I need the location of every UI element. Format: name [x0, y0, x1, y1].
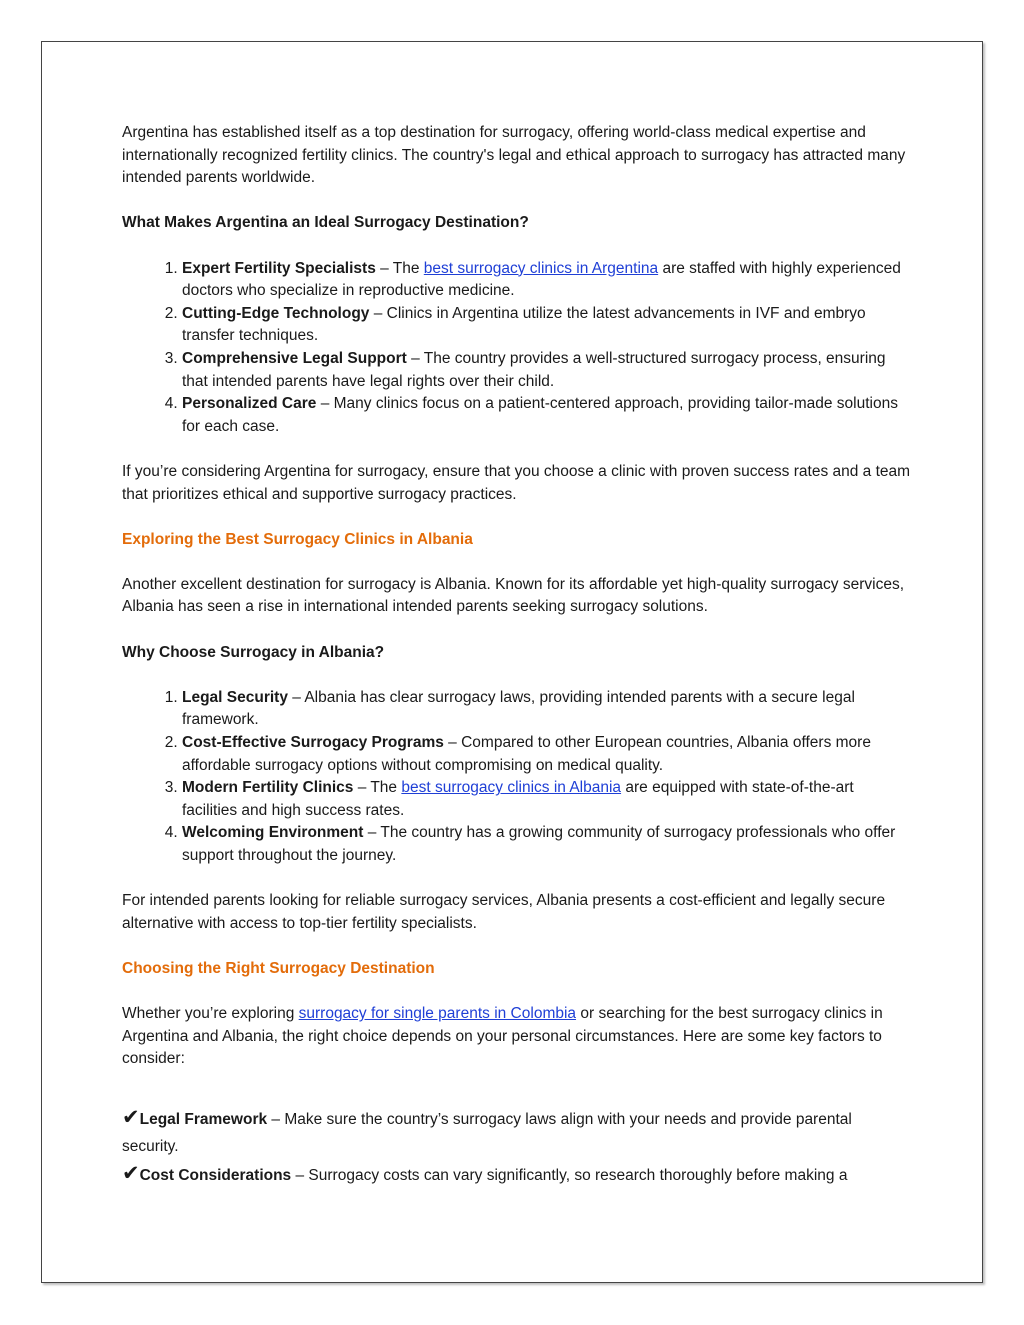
albania-closing-paragraph: For intended parents looking for reliable surrogacy services, Albania presents a cost-efficient and legally secure alternative with access to top-tier fertility specialists. [122, 892, 886, 932]
albania-section-heading: Exploring the Best Surrogacy Clinics in Albania [122, 530, 473, 548]
list-item [182, 258, 912, 303]
list-item-text: – Albania has clear surrogacy laws, providing intended parents with a secure legal framework. [182, 688, 855, 729]
document-page [41, 41, 983, 1283]
choosing-paragraph [122, 1003, 912, 1071]
argentina-list [122, 258, 912, 439]
intro-paragraph: Argentina has established itself as a top destination for surrogacy, offering world-class medical expertise and internationally recognized fertility clinics. The country's legal and ethical approach to surrogacy has attracted many intended parents worldwide. [122, 124, 906, 187]
list-item-text: – The country provides a well-structured surrogacy process, ensuring that intended parents have legal rights over their child. [182, 349, 886, 390]
document-content [122, 122, 912, 1189]
choosing-text: or searching for the best surrogacy clinics in Argentina and Albania, the right choice depends on your personal circumstances. Here are some key factors to consider: [122, 1005, 883, 1068]
checklist-item-text: – Surrogacy costs can vary significantly, so research thoroughly before making a [291, 1166, 848, 1184]
checklist-item-title: Cost Considerations [139, 1166, 292, 1184]
list-item [182, 732, 912, 777]
list-item [182, 303, 912, 348]
list-item-text: – The [375, 259, 424, 277]
argentina-heading: What Makes Argentina an Ideal Surrogacy Destination? [122, 214, 529, 232]
argentina-clinics-link[interactable]: best surrogacy clinics in Argentina [423, 259, 659, 277]
colombia-single-parents-link[interactable]: surrogacy for single parents in Colombia [298, 1005, 577, 1023]
list-item-title: Legal Security [182, 688, 288, 706]
checklist-item-title: Legal Framework [139, 1110, 268, 1128]
argentina-closing-paragraph: If you’re considering Argentina for surrogacy, ensure that you choose a clinic with proven success rates and a team that prioritizes ethical and supportive surrogacy practices. [122, 462, 911, 503]
checklist-item [122, 1160, 912, 1189]
checklist-item-text: – Make sure the country’s surrogacy laws align with your needs and provide parental security. [122, 1110, 852, 1155]
list-item-title: Comprehensive Legal Support [182, 349, 407, 367]
choosing-heading: Choosing the Right Surrogacy Destination [122, 959, 435, 977]
list-item [182, 822, 912, 867]
list-item-title: Expert Fertility Specialists [182, 259, 376, 277]
albania-clinics-link[interactable]: best surrogacy clinics in Albania [401, 779, 622, 797]
list-item [182, 687, 912, 732]
list-item-text: are staffed with highly experienced doctors who specialize in reproductive medicine. [182, 259, 901, 300]
list-item [182, 393, 912, 438]
list-item-text: – Clinics in Argentina utilize the latest advancements in IVF and embryo transfer techniques. [182, 304, 866, 345]
list-item-title: Cost-Effective Surrogacy Programs [182, 734, 444, 752]
list-item-title: Welcoming Environment [182, 824, 364, 842]
albania-heading: Why Choose Surrogacy in Albania? [122, 643, 385, 661]
albania-intro-paragraph: Another excellent destination for surrogacy is Albania. Known for its affordable yet high-quality surrogacy services, Albania has seen a rise in international intended parents seeking surrogacy solutions. [122, 575, 905, 616]
list-item-text: – Many clinics focus on a patient-centered approach, providing tailor-made solutions for each case. [182, 395, 898, 435]
list-item [182, 777, 912, 822]
list-item [182, 348, 912, 393]
checkmark-icon: ✔ [122, 1161, 140, 1185]
choosing-text: Whether you’re exploring [122, 1005, 299, 1023]
checkmark-icon: ✔ [122, 1105, 140, 1129]
list-item-text: are equipped with state-of-the-art facilities and high success rates. [182, 779, 854, 819]
albania-list [122, 687, 912, 868]
list-item-text: – The country has a growing community of surrogacy professionals who offer support throughout the journey. [182, 824, 896, 864]
list-item-text: – The [353, 779, 402, 797]
list-item-text: – Compared to other European countries, Albania offers more affordable surrogacy options without compromising on medical quality. [182, 734, 871, 774]
list-item-title: Personalized Care [182, 395, 317, 413]
list-item-title: Modern Fertility Clinics [182, 779, 354, 797]
checklist-item [122, 1104, 912, 1160]
list-item-title: Cutting-Edge Technology [182, 304, 370, 322]
